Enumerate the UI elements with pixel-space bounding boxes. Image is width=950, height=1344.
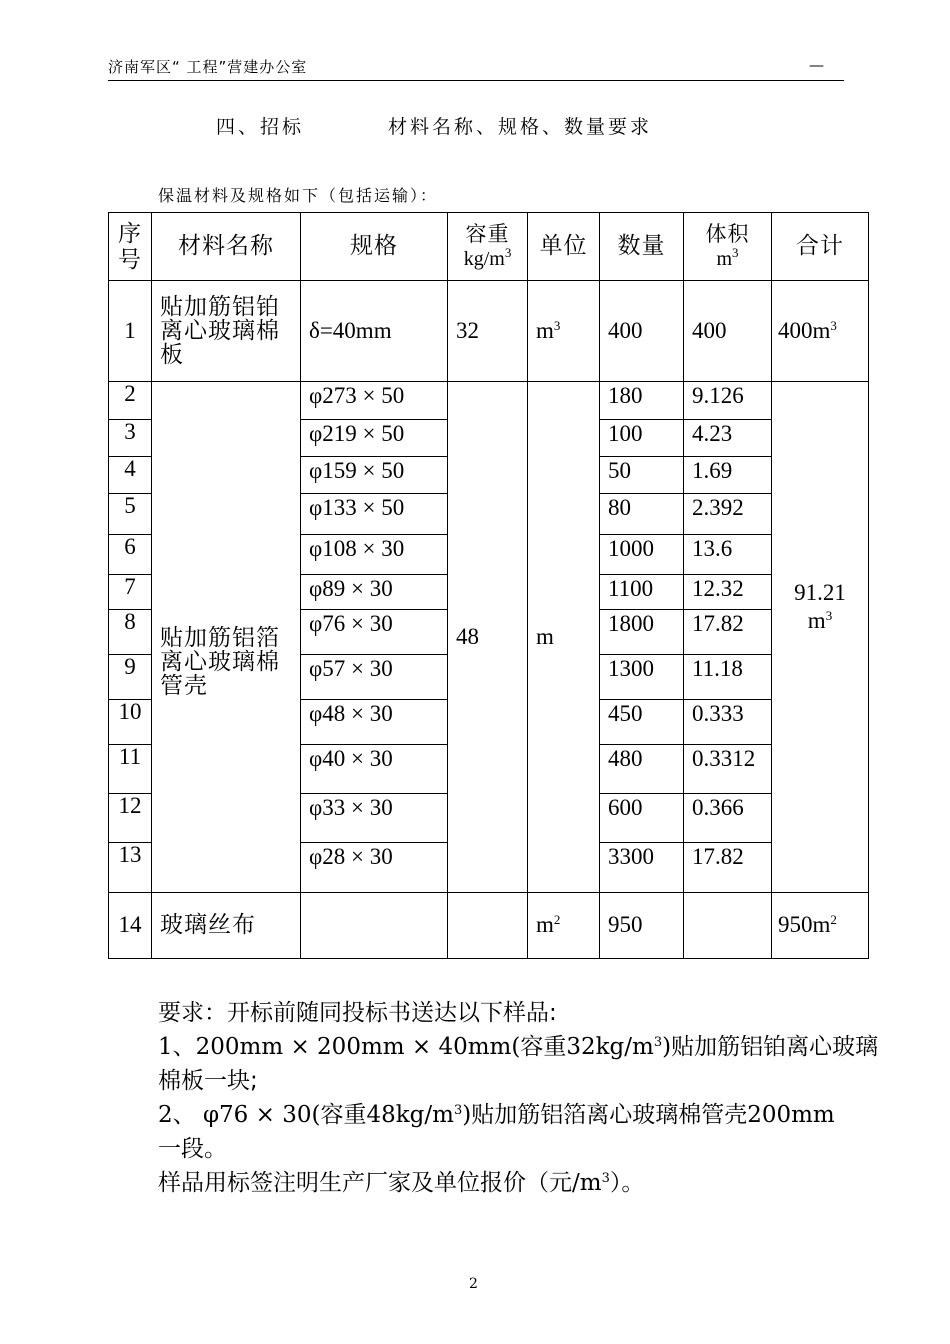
cell-seq: 5 [109,494,152,535]
cell-volume: 9.126 [684,382,772,420]
table-row [109,281,869,382]
cell-volume: 13.6 [684,535,772,575]
header-office-name: 济南军区“ 工程”营建办公室 [108,58,308,76]
cell-volume: 0.366 [684,794,772,843]
header-material-name: 材料名称 [152,213,301,281]
cell-seq: 2 [109,382,152,420]
requirement-item-2-cont: 一段。 [158,1136,227,1162]
cell-density-group: 48 [448,382,528,893]
header-density [448,213,528,281]
cell-quantity: 180 [600,382,684,420]
cell-seq: 12 [109,794,152,843]
cell-seq: 11 [109,745,152,794]
cell-spec: φ28 × 30 [301,843,448,893]
header-volume-label: 体积 [705,221,750,246]
page-number: 2 [469,1276,478,1292]
requirement-note: 样品用标签注明生产厂家及单位报价（元$/m^3$）。 [158,1170,645,1196]
header-mark: — [809,56,824,74]
header-volume-unit: $m^3$ [716,245,739,271]
cell-seq: 8 [109,610,152,655]
cell-total: $950m^2$ [772,893,869,959]
cell-seq: 10 [109,700,152,745]
cell-volume: 0.3312 [684,745,772,794]
cell-material-name: 贴加筋铝铂离心玻璃棉板 [152,281,301,382]
section-title-text: 材料名称、规格、数量要求 [388,116,653,138]
page-header [108,56,844,81]
cell-quantity: 950 [600,893,684,959]
cell-unit-group: m [528,382,600,893]
header-density-unit: $kg/m^3$ [463,245,512,271]
total-group-value: 91.21 [794,579,846,605]
requirements-intro: 要求：开标前随同投标书送达以下样品: [158,1000,557,1026]
cell-spec: φ133 × 50 [301,494,448,535]
cell-seq: 4 [109,457,152,494]
cell-quantity: 480 [600,745,684,794]
cell-volume: 12.32 [684,575,772,610]
header-seq: 序号 [109,213,152,281]
cell-volume: 17.82 [684,610,772,655]
cell-volume: 2.392 [684,494,772,535]
cell-volume: 1.69 [684,457,772,494]
cell-volume: 4.23 [684,420,772,457]
cell-seq: 13 [109,843,152,893]
header-density-label: 容重 [465,221,510,246]
cell-quantity: 100 [600,420,684,457]
cell-volume: 400 [684,281,772,382]
cell-unit: $m^2$ [528,893,600,959]
header-total: 合计 [772,213,869,281]
cell-spec [301,893,448,959]
cell-volume [684,893,772,959]
cell-seq: 3 [109,420,152,457]
section-title-number: 四、招标 [216,116,305,138]
cell-seq: 14 [109,893,152,959]
table-caption: 保温材料及规格如下（包括运输）： [158,186,439,205]
cell-spec: φ159 × 50 [301,457,448,494]
cell-seq: 7 [109,575,152,610]
cell-total-group [772,382,869,893]
materials-table [108,212,869,959]
cell-seq: 9 [109,655,152,700]
table-row [109,893,869,959]
cell-spec: δ=40mm [301,281,448,382]
cell-quantity: 80 [600,494,684,535]
cell-density: 32 [448,281,528,382]
header-unit: 单位 [528,213,600,281]
cell-quantity: 400 [600,281,684,382]
cell-spec: φ76 × 30 [301,610,448,655]
cell-material-name-group: 贴加筋铝箔离心玻璃棉管壳 [152,382,301,893]
cell-spec: φ219 × 50 [301,420,448,457]
cell-quantity: 450 [600,700,684,745]
header-quantity: 数量 [600,213,684,281]
total-group-unit: $m^3$ [807,608,833,633]
cell-spec: φ48 × 30 [301,700,448,745]
requirement-item-1-cont: 棉板一块; [158,1068,258,1094]
header-spec: 规格 [301,213,448,281]
cell-spec: φ89 × 30 [301,575,448,610]
requirement-item-1: 1、200mm × 200mm × 40mm(容重$32kg/m^3$)贴加筋铝铂离心玻璃 [158,1034,879,1060]
cell-unit: $m^3$ [528,281,600,382]
cell-spec: φ33 × 30 [301,794,448,843]
cell-quantity: 1100 [600,575,684,610]
cell-spec: φ108 × 30 [301,535,448,575]
cell-quantity: 600 [600,794,684,843]
cell-quantity: 1300 [600,655,684,700]
requirements-block [158,996,879,1200]
cell-quantity: 1000 [600,535,684,575]
cell-volume: 17.82 [684,843,772,893]
header-volume [684,213,772,281]
table-header-row [109,213,869,281]
table-row [109,382,869,420]
cell-seq: 1 [109,281,152,382]
cell-spec: φ57 × 30 [301,655,448,700]
cell-quantity: 50 [600,457,684,494]
cell-volume: 0.333 [684,700,772,745]
cell-quantity: 1800 [600,610,684,655]
cell-quantity: 3300 [600,843,684,893]
cell-volume: 11.18 [684,655,772,700]
cell-density [448,893,528,959]
requirement-item-2: 2、 φ76 × 30(容重$48kg/m^3$)贴加筋铝箔离心玻璃棉管壳200mm [158,1102,835,1128]
cell-spec: φ273 × 50 [301,382,448,420]
cell-seq: 6 [109,535,152,575]
cell-material-name: 玻璃丝布 [152,893,301,959]
cell-spec: φ40 × 30 [301,745,448,794]
cell-total: $400m^3$ [772,281,869,382]
